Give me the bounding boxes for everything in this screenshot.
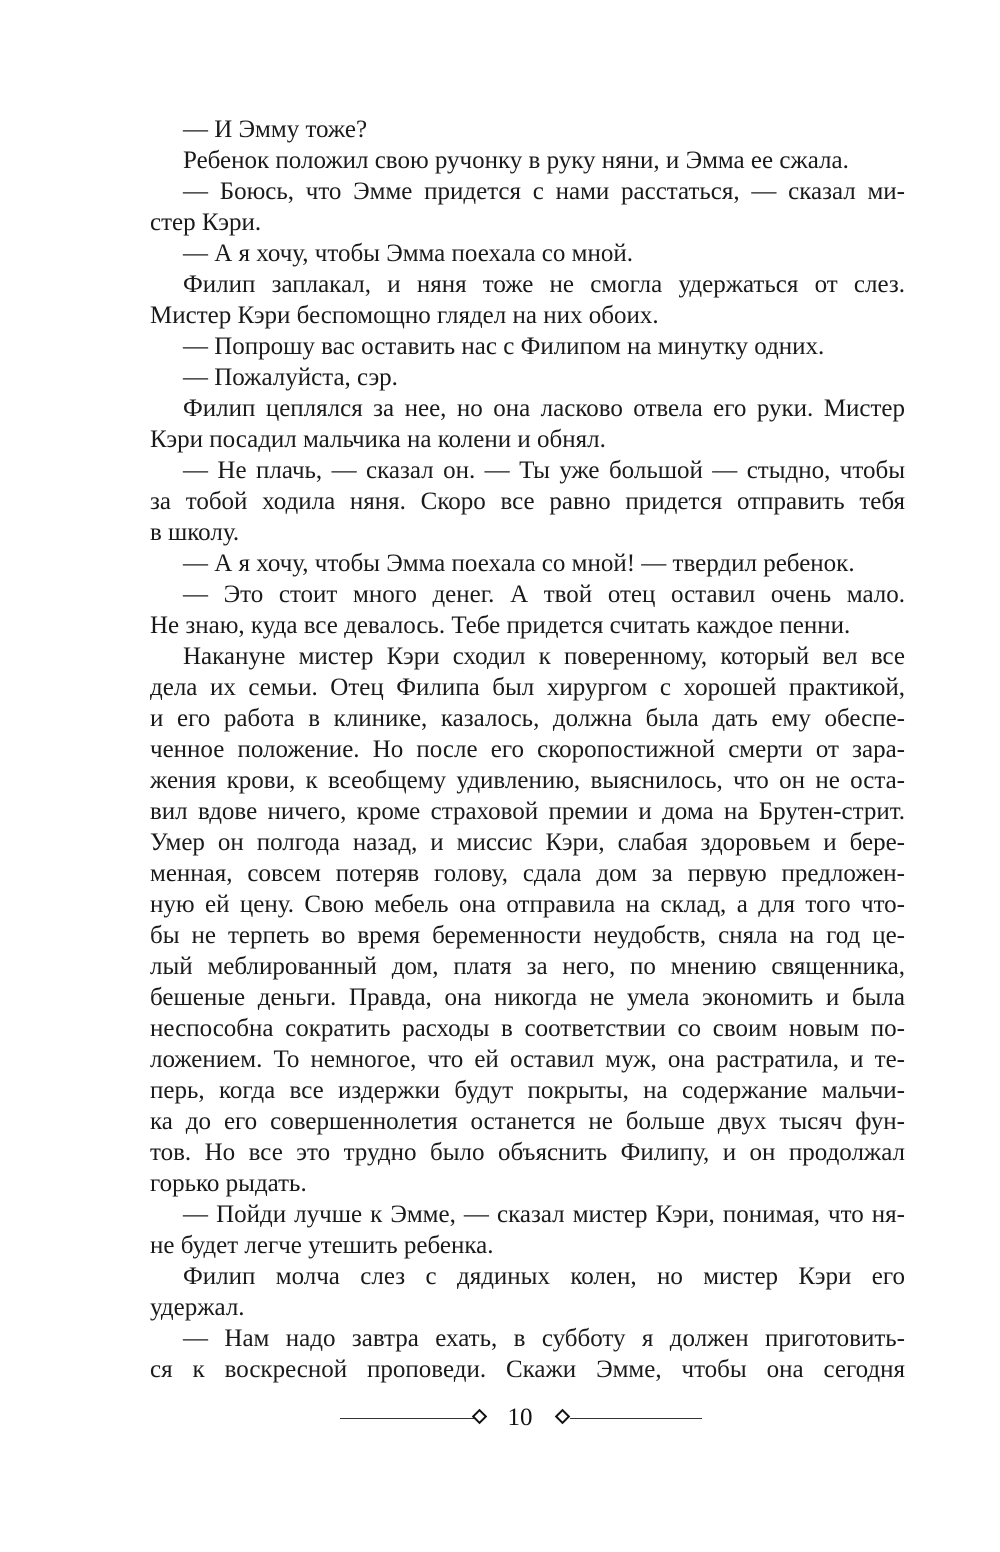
text-line: — Попрошу вас оставить нас с Филипом на минутку одних. xyxy=(183,333,825,360)
text-line: лый меблированный дом, платя за него, по мнению священника, xyxy=(150,953,905,980)
page-body-text xyxy=(150,114,905,1385)
text-line: за тобой ходила няня. Скоро все равно придется отправить тебя xyxy=(150,488,905,515)
text-line: менная, совсем потеряв голову, сдала дом за первую предложен- xyxy=(150,860,905,887)
text-line: Умер он полгода назад, и миссис Кэри, слабая здоровьем и бере- xyxy=(150,829,905,856)
footer-rule-left xyxy=(340,1418,474,1419)
text-line: — Нам надо завтра ехать, в субботу я должен приготовить- xyxy=(183,1325,905,1352)
text-line: жения крови, к всеобщему удивлению, выяснилось, что он не оста- xyxy=(150,767,905,794)
text-line: ную ей цену. Свою мебель она отправила на склад, а для того что- xyxy=(150,891,905,918)
text-line: ченное положение. Но после его скоропостижной смерти от зара- xyxy=(150,736,905,763)
text-line: в школу. xyxy=(150,519,240,546)
text-line: — Боюсь, что Эмме придется с нами расстаться, — сказал ми- xyxy=(183,178,905,205)
text-line: — Не плачь, — сказал он. — Ты уже большой — стыдно, чтобы xyxy=(183,457,905,484)
text-line: бешеные деньги. Правда, она никогда не умела экономить и была xyxy=(150,984,905,1011)
text-line: Ребенок положил свою ручонку в руку няни, и Эмма ее сжала. xyxy=(183,147,849,174)
text-line: — А я хочу, чтобы Эмма поехала со мной. xyxy=(183,240,633,267)
text-line: Накануне мистер Кэри сходил к поверенному, который вел все xyxy=(183,643,905,670)
text-line: Кэри посадил мальчика на колени и обнял. xyxy=(150,426,606,453)
text-line: стер Кэри. xyxy=(150,209,262,236)
text-line: — Пойди лучше к Эмме, — сказал мистер Кэри, понимая, что ня- xyxy=(183,1201,905,1228)
text-line: неспособна сократить расходы в соответствии со своим новым по- xyxy=(150,1015,905,1042)
footer-rule-right xyxy=(570,1418,702,1419)
text-line: Филип молча слез с дядиных колен, но мистер Кэри его xyxy=(183,1263,905,1290)
text-line: — А я хочу, чтобы Эмма поехала со мной! — твердил ребенок. xyxy=(183,550,855,577)
text-line: Мистер Кэри беспомощно глядел на них обоих. xyxy=(150,302,659,329)
text-line: вил вдове ничего, кроме страховой премии и дома на Брутен-стрит. xyxy=(150,798,905,825)
diamond-ornament-icon xyxy=(472,1409,488,1425)
text-line: Филип заплакал, и няня тоже не смогла удержаться от слез. xyxy=(183,271,905,298)
text-line: Не знаю, куда все девалось. Тебе придется считать каждое пенни. xyxy=(150,612,851,639)
text-line: и его работа в клинике, казалось, должна была дать ему обеспе- xyxy=(150,705,905,732)
text-line: горько рыдать. xyxy=(150,1170,307,1197)
text-line: перь, когда все издержки будут покрыты, на содержание мальчи- xyxy=(150,1077,905,1104)
text-line: тов. Но все это трудно было объяснить Филипу, и он продолжал xyxy=(150,1139,905,1166)
text-line: Филип цеплялся за нее, но она ласково отвела его руки. Мистер xyxy=(183,395,905,422)
text-line: ся к воскресной проповеди. Скажи Эмме, чтобы она сегодня xyxy=(150,1356,905,1383)
page-number: 10 xyxy=(507,1404,533,1431)
text-line: ка до его совершеннолетия останется не больше двух тысяч фун- xyxy=(150,1108,905,1135)
text-line: — Это стоит много денег. А твой отец оставил очень мало. xyxy=(183,581,905,608)
text-line: удержал. xyxy=(150,1294,245,1321)
text-line: ложением. То немногое, что ей оставил муж, она растратила, и те- xyxy=(150,1046,905,1073)
diamond-ornament-icon xyxy=(555,1409,571,1425)
text-line: не будет легче утешить ребенка. xyxy=(150,1232,494,1259)
text-line: дела их семьи. Отец Филипа был хирургом с хорошей практикой, xyxy=(150,674,905,701)
page-footer xyxy=(340,1404,702,1434)
text-line: — И Эмму тоже? xyxy=(183,116,368,143)
text-line: бы не терпеть во время беременности неудобств, сняла на год це- xyxy=(150,922,905,949)
text-line: — Пожалуйста, сэр. xyxy=(183,364,398,391)
